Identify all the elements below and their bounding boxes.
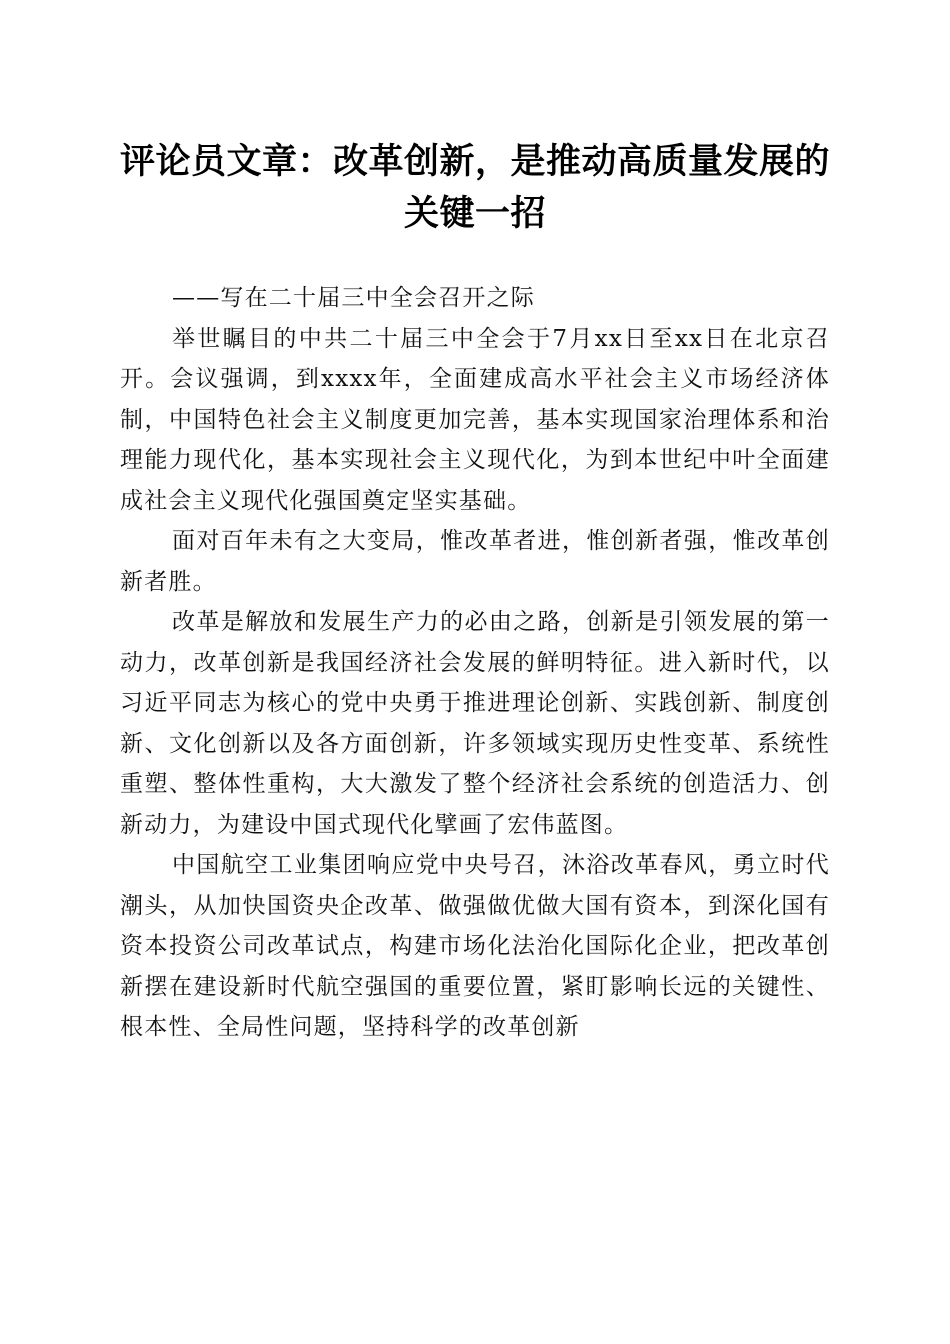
paragraph-1: 举世瞩目的中共二十届三中全会于7月xx日至xx日在北京召开。会议强调，到xxxx年，全面建成高水平社会主义市场经济体制，中国特色社会主义制度更加完善，基本实现国家治理体系和治理能力现代化，基本实现社会主义现代化，为到本世纪中叶全面建成社会主义现代化强国奠定坚实基础。 [120,325,830,514]
article-subtitle: ——写在二十届三中全会召开之际 [172,285,535,311]
paragraph-2: 面对百年未有之大变局，惟改革者进，惟创新者强，惟改革创新者胜。 [120,528,830,595]
article-title-line-2: 关键一招 [403,193,546,234]
article-body [120,278,830,1048]
paragraph-3: 改革是解放和发展生产力的必由之路，创新是引领发展的第一动力，改革创新是我国经济社会发展的鲜明特征。进入新时代，以习近平同志为核心的党中央勇于推进理论创新、实践创新、制度创新、文化创新以及各方面创新，许多领域实现历史性变革、系统性重塑、整体性重构，大大激发了整个经济社会系统的创造活力、创新动力，为建设中国式现代化擘画了宏伟蓝图。 [120,609,830,838]
paragraph-4: 中国航空工业集团响应党中央号召，沐浴改革春风，勇立时代潮头，从加快国资央企改革、做强做优做大国有资本，到深化国有资本投资公司改革试点，构建市场化法治化国际化企业，把改革创新摆在建设新时代航空强国的重要位置，紧盯影响长远的关键性、根本性、全局性问题，坚持科学的改革创新 [120,852,830,1040]
article-title-line-1: 评论员文章：改革创新，是推动高质量发展的 [119,141,830,182]
article-title [110,136,840,240]
